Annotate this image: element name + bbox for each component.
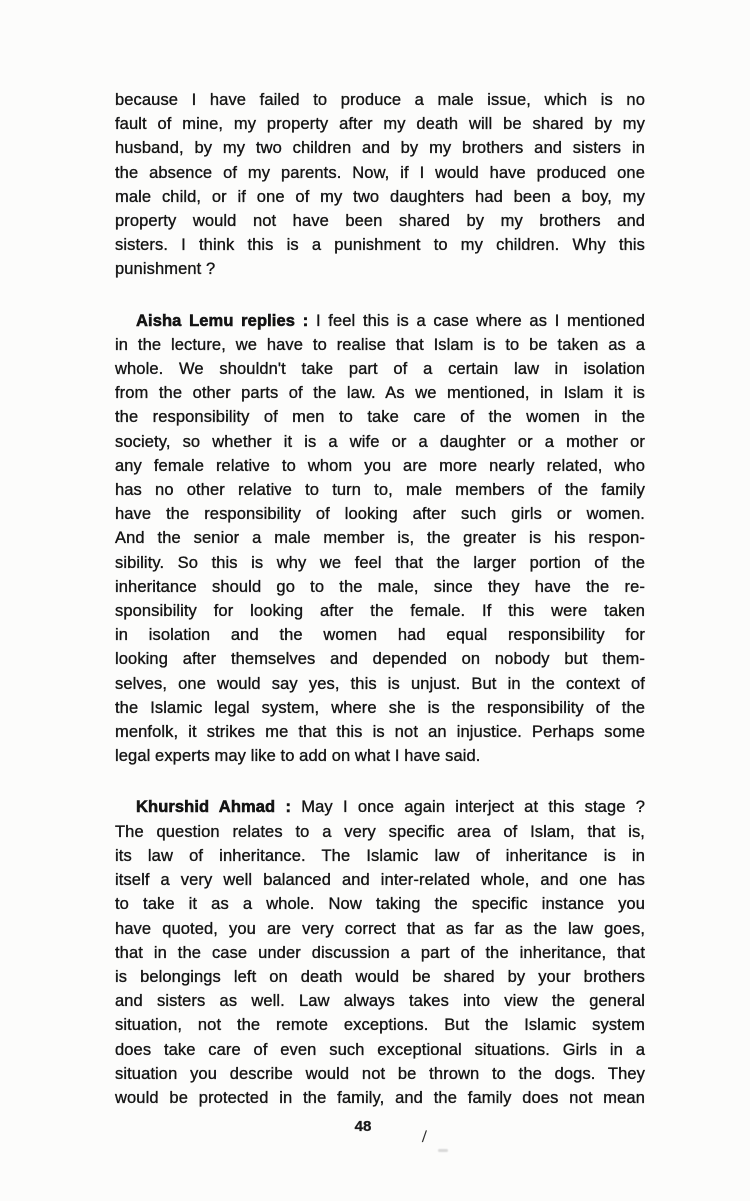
text-line: and sisters as well. Law always takes into view the general — [115, 992, 645, 1011]
paragraph — [115, 88, 645, 282]
text-line: in the lecture, we have to realise that Islam is to be taken as a — [115, 335, 645, 354]
text-line: situation, not the remote exceptions. But the Islamic system — [115, 1016, 645, 1035]
text-line: whole. We shouldn't take part of a certain law in isolation — [115, 360, 645, 379]
text-line: that in the case under discussion a part of the inheritance, that — [115, 943, 645, 962]
text-line: situation you describe would not be thrown to the dogs. They — [115, 1064, 645, 1083]
text-line: its law of inheritance. The Islamic law of inheritance is in — [115, 846, 645, 865]
speaker-name: Khurshid Ahmad : — [136, 798, 292, 817]
text-line: would be protected in the family, and the family does not mean — [115, 1088, 645, 1107]
text-line: selves, one would say yes, this is unjust. But in the context of — [115, 674, 645, 693]
text-line: the Islamic legal system, where she is the responsibility of the — [115, 698, 645, 717]
text-line: any female relative to whom you are more nearly related, who — [115, 456, 645, 475]
page-number: 48 — [354, 1118, 372, 1135]
text-line: sponsibility for looking after the female. If this were taken — [115, 602, 645, 621]
text-line: because I have failed to produce a male issue, which is no — [115, 91, 645, 109]
text-line: menfolk, it strikes me that this is not an injustice. Perhaps some — [115, 723, 645, 742]
text-line: husband, by my two children and by my brothers and sisters in — [115, 139, 645, 158]
text-line: have quoted, you are very correct that as far as the law goes, — [115, 919, 645, 938]
stray-ink-mark: / — [421, 1129, 428, 1146]
text-line: is belongings left on death would be shared by your brothers — [115, 967, 645, 986]
scan-noise-speck — [438, 1149, 448, 1152]
paragraph — [115, 309, 645, 769]
text-line: the responsibility of men to take care of the women in the — [115, 408, 645, 427]
text-line: fault of mine, my property after my death will be shared by my — [115, 115, 645, 134]
text-line: from the other parts of the law. As we mentioned, in Islam it is — [115, 384, 645, 403]
text-line: in isolation and the women had equal responsibility for — [115, 626, 645, 645]
text-line: male child, or if one of my two daughters had been a boy, my — [115, 187, 645, 206]
text-line: looking after themselves and depended on nobody but them- — [115, 650, 645, 669]
text-line: legal experts may like to add on what I have said. — [115, 747, 481, 766]
text-line: has no other relative to turn to, male members of the family — [115, 481, 645, 500]
text-line: sibility. So this is why we feel that the larger portion of the — [115, 553, 645, 572]
text-line: The question relates to a very specific area of Islam, that is, — [115, 822, 645, 841]
text-line: does take care of even such exceptional situations. Girls in a — [115, 1040, 645, 1059]
text-block — [115, 88, 645, 1110]
text-line: the absence of my parents. Now, if I would have produced one — [115, 163, 645, 182]
paragraph — [115, 795, 645, 1110]
text-line: sisters. I think this is a punishment to my children. Why this — [115, 236, 645, 255]
text-line: And the senior a male member is, the greater is his respon- — [115, 529, 645, 548]
text-line: Khurshid Ahmad : May I once again interject at this stage ? — [136, 798, 645, 817]
text-line: have the responsibility of looking after such girls or women. — [115, 505, 645, 524]
text-line: society, so whether it is a wife or a daughter or a mother or — [115, 432, 645, 451]
text-line: property would not have been shared by my brothers and — [115, 212, 645, 231]
text-line: inheritance should go to the male, since they have the re- — [115, 577, 645, 596]
text-line: Aisha Lemu replies : I feel this is a case where as I mentioned — [136, 311, 645, 330]
text-line: to take it as a whole. Now taking the specific instance you — [115, 895, 645, 914]
text-line: punishment ? — [115, 260, 216, 279]
text-line: itself a very well balanced and inter-related whole, and one has — [115, 871, 645, 890]
speaker-name: Aisha Lemu replies : — [136, 311, 309, 330]
